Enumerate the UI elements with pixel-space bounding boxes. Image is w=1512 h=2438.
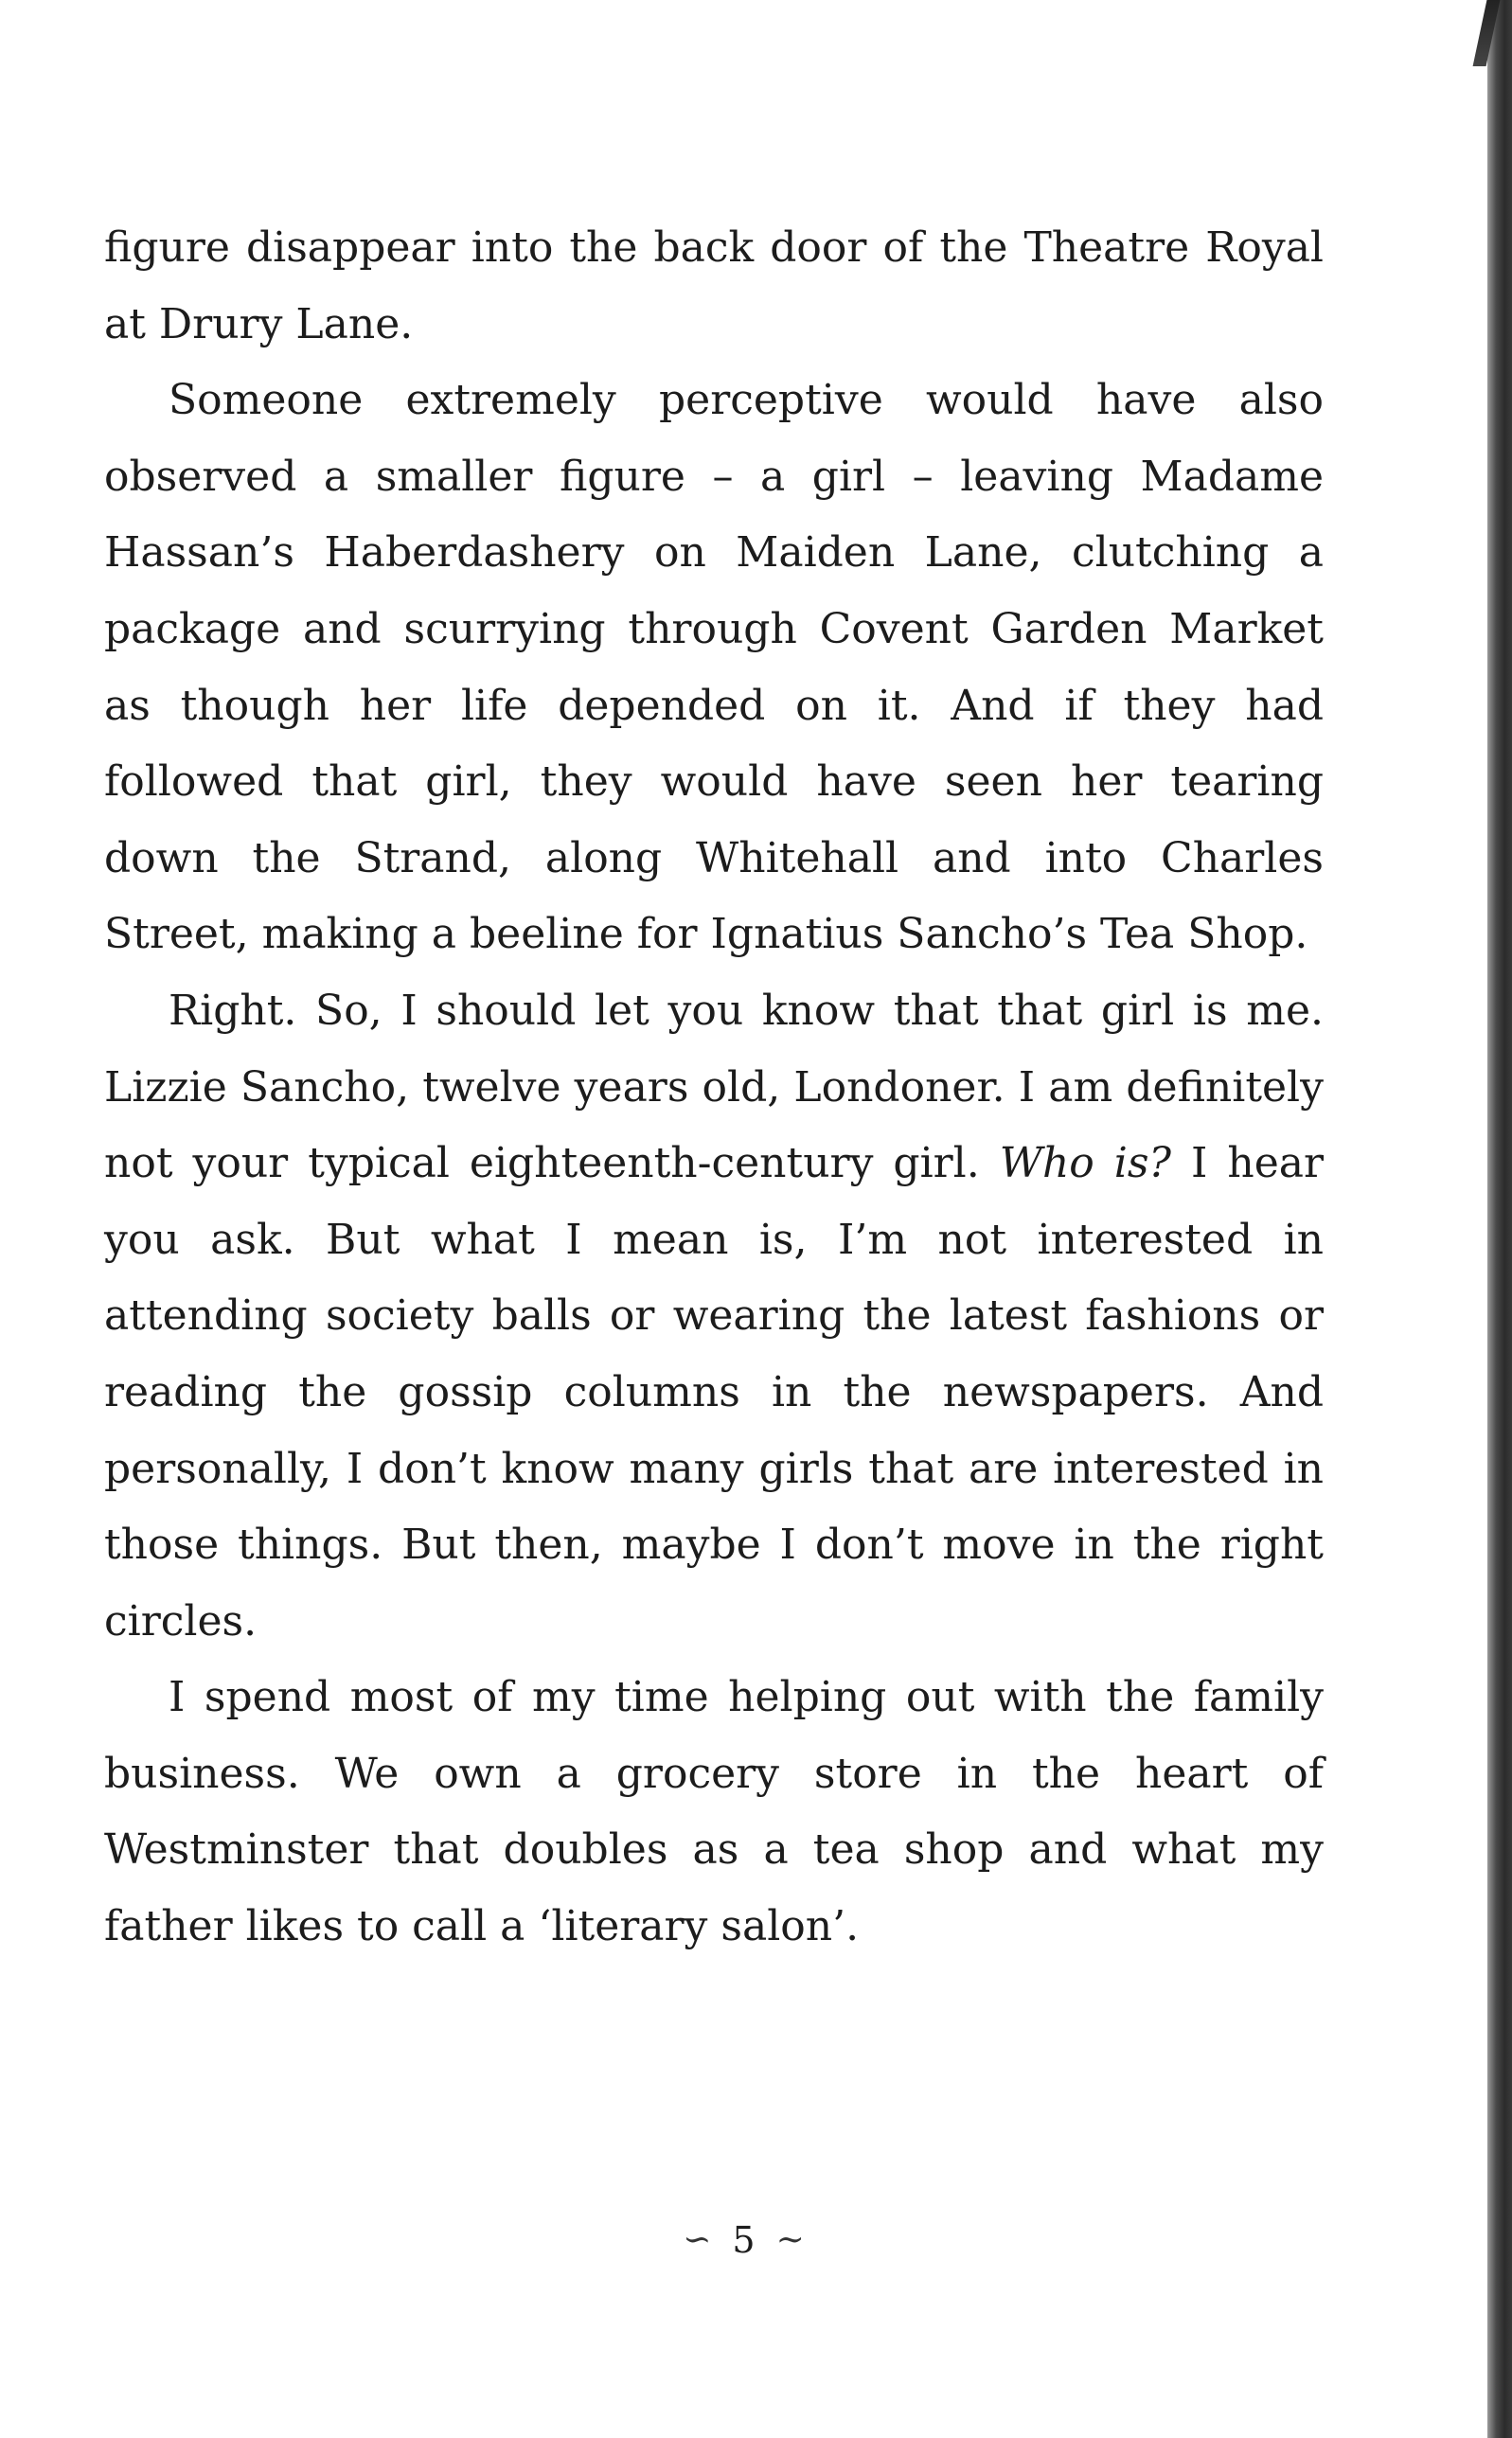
ornament-right-icon: ∼: [775, 2220, 805, 2259]
paragraph-1-text: figure disappear into the back door of the Theatre Royal at Drury Lane.: [104, 223, 1324, 348]
page-footer: [0, 2216, 1487, 2261]
page-edge-shadow: [1487, 0, 1512, 2438]
page-number: 5: [732, 2218, 756, 2261]
paragraph-3-text-b: I hear you ask. But what I mean is, I’m not interested in attending society balls or wearing the latest fashions or reading the gossip columns in the newspapers. And personally, I don’t know many girls that are interested in those things. But then, maybe I don’t move in the right circles.: [104, 1139, 1325, 1646]
paragraph-2: [104, 363, 1324, 973]
paragraph-3-text-a: Right. So, I should let you know that that girl is me. Lizzie Sancho, twelve years old, Londoner. I am definitely not your typical eighteenth-century girl.: [104, 986, 1324, 1188]
ornament-left-icon: ∽: [683, 2220, 712, 2259]
paragraph-4: [104, 1660, 1324, 1965]
body-text: [104, 210, 1324, 1966]
paragraph-3-italic: Who is?: [999, 1139, 1172, 1188]
paragraph-4-text: I spend most of my time helping out with the family business. We own a grocery store in the heart of Westminster that doubles as a tea shop and what my father likes to call a ‘literary salon’.: [104, 1673, 1324, 1951]
paragraph-2-text: Someone extremely perceptive would have also observed a smaller figure – a girl – leaving Madame Hassan’s Haberdashery on Maiden Lane, clutching a package and scurrying through Covent Garden Market as though her life depended on it. And if they had followed that girl, they would have seen her tearing down the Strand, along Whitehall and into Charles Street, making a beeline for Ignatius Sancho’s Tea Shop.: [104, 376, 1324, 959]
paragraph-3: [104, 973, 1324, 1660]
paragraph-1: [104, 210, 1324, 363]
